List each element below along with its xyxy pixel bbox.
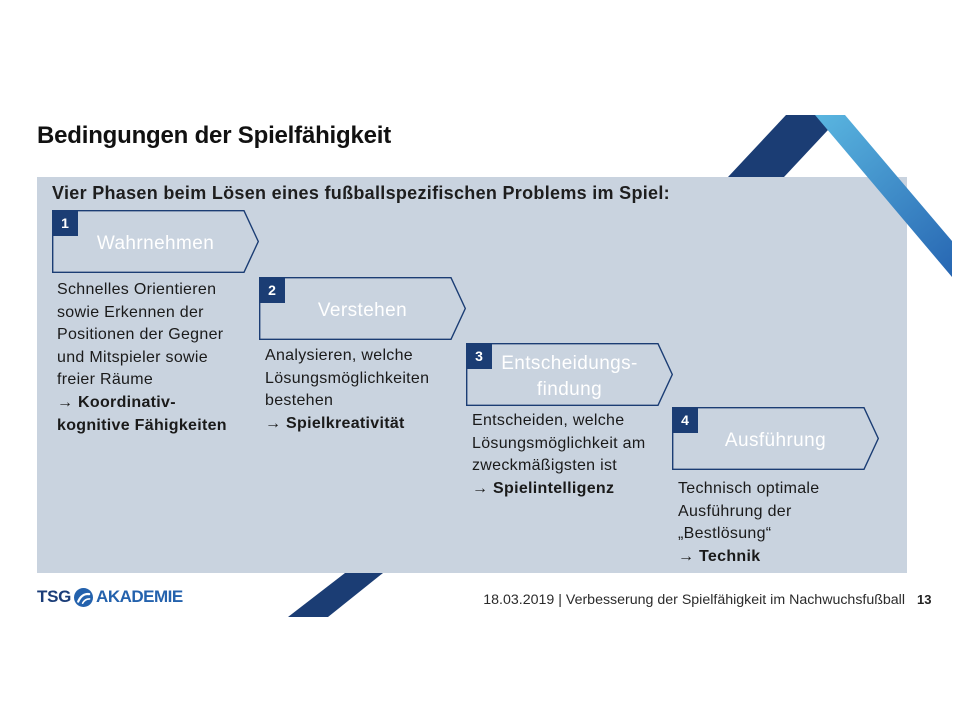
slide-title: Bedingungen der Spielfähigkeit xyxy=(37,122,392,149)
result-line: → Spielkreativität xyxy=(265,414,405,432)
description-line: Technisch optimale xyxy=(678,480,820,497)
result-line: → Spielintelligenz xyxy=(472,479,615,497)
phase-1-label xyxy=(52,210,259,273)
description-line: sowie Erkennen der xyxy=(57,303,204,321)
ball-icon xyxy=(74,588,93,607)
phase-3-arrow xyxy=(466,343,673,406)
result-line: → Technik xyxy=(678,547,761,565)
description-line: Lösungsmöglichkeit am xyxy=(472,434,646,452)
phase-1-description xyxy=(57,279,227,437)
phase-1-arrow xyxy=(52,210,259,273)
description-line: Schnelles Orientieren xyxy=(57,281,217,298)
footer-separator: | xyxy=(558,592,562,608)
description-line: Analysieren, welche xyxy=(265,347,413,364)
logo-akademie-text: AKADEMIE xyxy=(96,587,183,606)
phase-4-description xyxy=(678,478,819,568)
phase-3-label-line: Entscheidungs- xyxy=(501,352,638,374)
phase-3-label xyxy=(466,343,673,406)
phase-3-label-line: findung xyxy=(536,378,603,400)
description-line: und Mitspieler sowie xyxy=(57,348,208,366)
phase-2-arrow xyxy=(259,277,466,340)
phase-2-description xyxy=(265,345,429,435)
phase-4-arrow xyxy=(672,407,879,470)
phase-2-label-line: Verstehen xyxy=(317,299,408,321)
footer-presentation-title: Verbesserung der Spielfähigkeit im Nachwuchsfußball xyxy=(565,592,905,608)
description-line: freier Räume xyxy=(57,371,154,389)
footer-info xyxy=(483,591,905,609)
description-line: bestehen xyxy=(265,392,334,410)
phase-4-label-line: Ausführung xyxy=(724,429,827,451)
phase-2-number-badge: 2 xyxy=(259,277,285,303)
tsg-akademie-logo xyxy=(37,587,183,607)
phase-3-number-badge: 3 xyxy=(466,343,492,369)
bottom-dark-stripe xyxy=(288,573,383,617)
phase-4-label xyxy=(672,407,879,470)
phase-3-description xyxy=(472,410,646,500)
phase-1-number-badge: 1 xyxy=(52,210,78,236)
top-dark-stripe xyxy=(728,115,842,177)
description-line: „Bestlösung“ xyxy=(678,525,772,543)
result-line: kognitive Fähigkeiten xyxy=(57,416,227,434)
description-line: Lösungsmöglichkeiten xyxy=(265,369,430,387)
logo-tsg-text: TSG xyxy=(37,587,72,606)
page-number: 13 xyxy=(917,592,932,607)
description-line: zweckmäßigsten ist xyxy=(472,457,617,475)
description-line: Ausführung der xyxy=(678,502,792,520)
phase-1-label-line: Wahrnehmen xyxy=(96,232,215,254)
phase-4-number-badge: 4 xyxy=(672,407,698,433)
panel-heading: Vier Phasen beim Lösen eines fußballspezifischen Problems im Spiel: xyxy=(52,183,670,203)
result-line: → Koordinativ- xyxy=(57,393,176,411)
footer-date: 18.03.2019 xyxy=(483,592,555,608)
description-line: Entscheiden, welche xyxy=(472,412,625,429)
description-line: Positionen der Gegner xyxy=(57,326,224,344)
phase-2-label xyxy=(259,277,466,340)
